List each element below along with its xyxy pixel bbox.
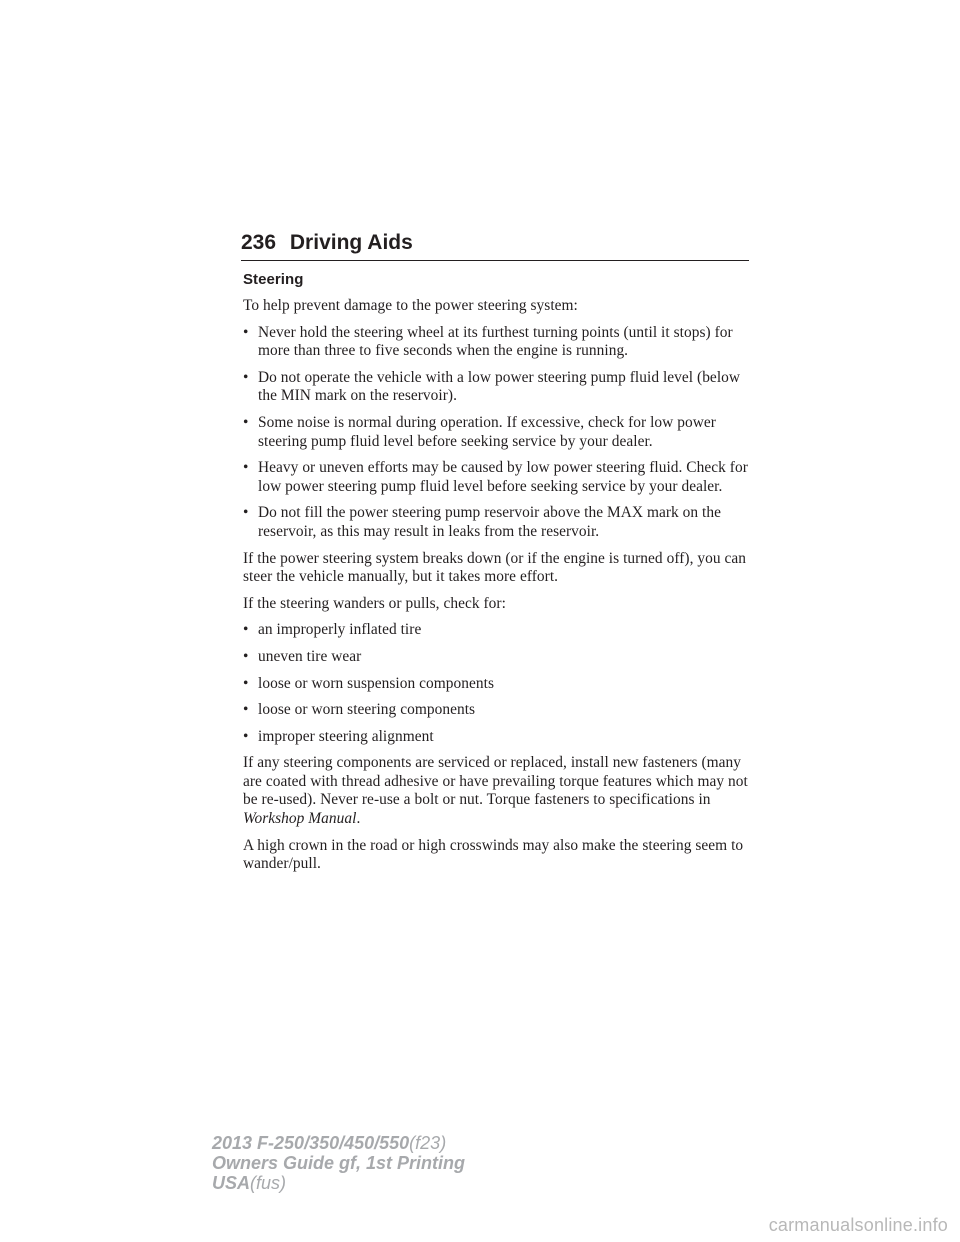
list-item-text: loose or worn suspension components [258,674,495,692]
list-item-text: Do not fill the power steering pump reservoir above the MAX mark on the reservoir, as this may result in leaks from the reservoir. [258,504,722,540]
list-item-text: Never hold the steering wheel at its furthest turning points (until it stops) for more than three to five seconds when the engine is running. [258,323,733,360]
wander-causes-list [243,621,753,746]
breakdown-paragraph: If the power steering system breaks down (or if the engine is turned off), you can steer the vehicle manually, but it takes more effort. [243,549,747,586]
bullet-icon: • [243,504,249,522]
footer-model: 2013 F-250/350/450/550 [212,1133,410,1153]
list-item-text: Do not operate the vehicle with a low power steering pump fluid level (below the MIN mark on the reservoir). [258,368,741,405]
footer-line-market [212,1173,465,1193]
crown-paragraph: A high crown in the road or high crosswinds may also make the steering seem to wander/pull. [243,836,744,873]
bullet-icon: • [243,647,249,665]
list-item-text: Some noise is normal during operation. If excessive, check for low power steering pump fluid level before seeking service by your dealer. [258,413,716,450]
list-item [243,675,753,694]
site-watermark: carmanualsonline.info [768,1215,948,1235]
list-item [243,621,753,640]
fasteners-end: . [356,810,361,828]
page-number: 236 [241,231,277,254]
bullet-icon: • [243,323,249,341]
list-item-text: loose or worn steering components [258,701,476,719]
list-item [243,504,753,541]
list-item-text: Heavy or uneven efforts may be caused by low power steering fluid. Check for low power steering pump fluid level before seeking service by your dealer. [258,459,748,495]
bullet-icon: • [243,368,249,386]
workshop-manual-reference: Workshop Manual [243,810,357,828]
bullet-icon: • [243,727,249,745]
damage-prevention-list [243,324,753,542]
document-footer [212,1133,465,1193]
list-item-text: uneven tire wear [258,647,362,665]
footer-market-code: (fus) [250,1173,287,1193]
list-item-text: an improperly inflated tire [258,621,422,639]
footer-line-guide: Owners Guide gf, 1st Printing [212,1153,466,1173]
list-item [243,701,753,720]
bullet-icon: • [243,621,249,639]
fasteners-text: If any steering components are serviced or replaced, install new fasteners (many are coated with thread adhesive or have prevailing torque features which may not be re-used). Never re-use a bolt or nut. Torque fasteners to specifications in [243,754,748,809]
bullet-icon: • [243,701,249,719]
bullet-icon: • [243,674,249,692]
list-item [243,369,753,406]
footer-market: USA [212,1173,251,1193]
list-item [243,728,753,747]
page-header [241,228,749,261]
list-item [243,459,753,496]
bullet-icon: • [243,413,249,431]
list-item [243,414,753,451]
bullet-icon: • [243,459,249,477]
footer-line-model [212,1133,465,1153]
intro-paragraph: To help prevent damage to the power steering system: [243,297,578,314]
section-heading: Steering [243,271,304,288]
wanders-paragraph: If the steering wanders or pulls, check for: [243,594,506,612]
page-content [243,268,753,882]
list-item [243,324,753,361]
fasteners-paragraph [243,754,753,828]
list-item-text: improper steering alignment [258,727,434,745]
section-title: Driving Aids [289,231,413,254]
footer-model-code: (f23) [409,1133,447,1153]
list-item [243,648,753,667]
